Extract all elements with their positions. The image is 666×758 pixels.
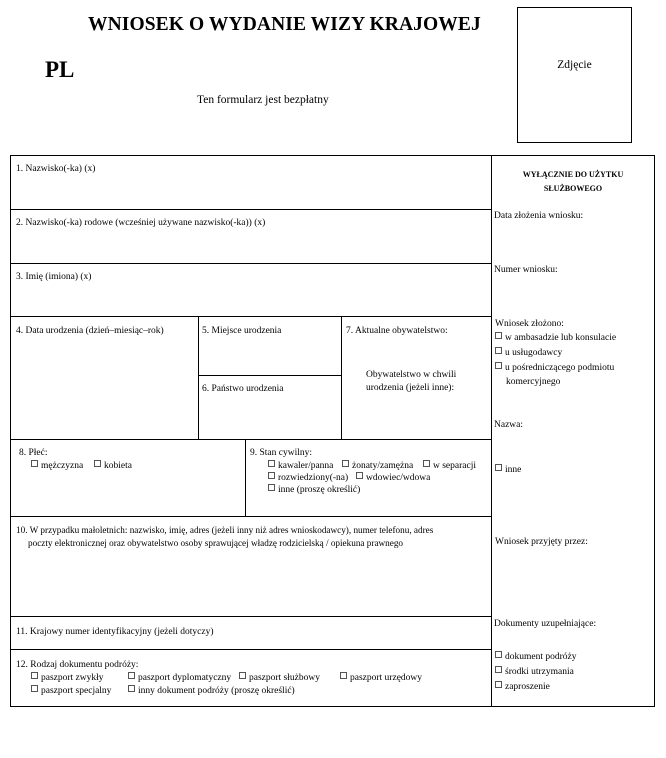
divider (11, 516, 491, 517)
field-4-birth-date: 4. Data urodzenia (dzień–miesiąc–rok) (16, 326, 164, 336)
divider (11, 439, 491, 440)
office-use-heading (493, 168, 653, 196)
field-7-birth-citizenship-line2: urodzenia (jeżeli inne): (366, 383, 455, 393)
divider (341, 316, 342, 439)
option-married[interactable]: żonaty/zamężna (342, 460, 413, 472)
office-option-provider[interactable]: u usługodawcy (495, 347, 562, 359)
checkbox[interactable] (356, 472, 363, 479)
field-9-marital-status: 9. Stan cywilny: (250, 448, 313, 458)
option-separated[interactable]: w separacji (423, 460, 476, 472)
option-single[interactable]: kawaler/panna (268, 460, 333, 472)
office-docs-label: Dokumenty uzupełniające: (494, 619, 597, 629)
field-6-birth-country: 6. Państwo urodzenia (202, 384, 284, 394)
option-divorced[interactable]: rozwiedziony(-na) (268, 472, 348, 484)
checkbox[interactable] (423, 460, 430, 467)
office-accepted-label: Wniosek przyjęty przez: (495, 537, 588, 547)
option-special-passport[interactable]: paszport specjalny (31, 685, 111, 697)
checkbox[interactable] (268, 460, 275, 467)
office-option-intermediary[interactable]: u pośredniczącego podmiotu (495, 362, 614, 374)
option-male[interactable]: mężczyzna (31, 460, 83, 472)
divider (198, 316, 199, 439)
checkbox[interactable] (31, 672, 38, 679)
office-column-divider (491, 156, 492, 706)
field-10-minors-line2: poczty elektronicznej oraz obywatelstwo osoby sprawującej władzę rodzicielską / opiekuna prawnego (28, 538, 404, 548)
checkbox[interactable] (495, 681, 502, 688)
office-docs-means-of-subsistence[interactable]: środki utrzymania (495, 666, 574, 678)
checkbox[interactable] (495, 464, 502, 471)
country-code: PL (45, 57, 75, 82)
option-official-passport[interactable]: paszport urzędowy (340, 672, 422, 684)
photo-label: Zdjęcie (557, 59, 592, 71)
checkbox[interactable] (239, 672, 246, 679)
photo-box (517, 7, 632, 143)
field-12-travel-document: 12. Rodzaj dokumentu podróży: (16, 660, 139, 670)
checkbox[interactable] (340, 672, 347, 679)
office-docs-travel-document[interactable]: dokument podróży (495, 651, 577, 663)
office-option-embassy[interactable]: w ambasadzie lub konsulacie (495, 332, 616, 344)
checkbox[interactable] (342, 460, 349, 467)
office-use-heading-line2: SŁUŻBOWEGO (543, 184, 603, 193)
option-ordinary-passport[interactable]: paszport zwykły (31, 672, 104, 684)
checkbox[interactable] (495, 332, 502, 339)
divider (198, 375, 341, 376)
divider (11, 316, 491, 317)
option-female[interactable]: kobieta (94, 460, 132, 472)
checkbox[interactable] (268, 472, 275, 479)
field-7-citizenship: 7. Aktualne obywatelstwo: (346, 326, 448, 336)
checkbox[interactable] (31, 460, 38, 467)
office-name-label: Nazwa: (494, 420, 524, 430)
office-date-label: Data złożenia wniosku: (494, 211, 584, 221)
field-10-minors-line1: 10. W przypadku małoletnich: nazwisko, imię, adres (jeżeli inny niż adres wnioskodawcy), numer telefonu, adres (16, 525, 434, 535)
office-option-intermediary-cont: komercyjnego (506, 377, 561, 387)
office-number-label: Numer wniosku: (494, 265, 558, 275)
divider (11, 263, 491, 264)
field-3-first-name: 3. Imię (imiona) (x) (16, 272, 92, 282)
office-submitted-label: Wniosek złożono: (495, 319, 564, 329)
divider (11, 209, 491, 210)
option-other-status[interactable]: inne (proszę określić) (268, 484, 360, 496)
field-7-birth-citizenship-line1: Obywatelstwo w chwili (366, 370, 457, 380)
divider (245, 439, 246, 516)
checkbox[interactable] (94, 460, 101, 467)
office-use-heading-line1: WYŁĄCZNIE DO UŻYTKU (522, 170, 624, 179)
checkbox[interactable] (495, 651, 502, 658)
option-diplomatic-passport[interactable]: paszport dyplomatyczny (128, 672, 231, 684)
form-title: WNIOSEK O WYDANIE WIZY KRAJOWEJ (88, 14, 481, 35)
checkbox[interactable] (268, 484, 275, 491)
field-11-national-id: 11. Krajowy numer identyfikacyjny (jeżeli dotyczy) (16, 627, 214, 637)
checkbox[interactable] (495, 362, 502, 369)
option-service-passport[interactable]: paszport służbowy (239, 672, 320, 684)
checkbox[interactable] (31, 685, 38, 692)
checkbox[interactable] (495, 666, 502, 673)
option-other-travel-document[interactable]: inny dokument podróży (proszę określić) (128, 685, 295, 697)
checkbox[interactable] (128, 685, 135, 692)
office-option-other[interactable]: inne (495, 464, 521, 476)
application-form (10, 155, 655, 707)
divider (11, 616, 491, 617)
field-1-surname: 1. Nazwisko(-ka) (x) (16, 164, 96, 174)
field-5-birth-place: 5. Miejsce urodzenia (202, 326, 282, 336)
field-8-sex: 8. Płeć: (19, 448, 48, 458)
divider (11, 649, 491, 650)
free-form-note: Ten formularz jest bezpłatny (197, 94, 329, 106)
checkbox[interactable] (495, 347, 502, 354)
office-docs-invitation[interactable]: zaproszenie (495, 681, 550, 693)
checkbox[interactable] (128, 672, 135, 679)
field-2-birth-surname: 2. Nazwisko(-ka) rodowe (wcześniej używane nazwisko(-ka)) (x) (16, 218, 266, 228)
option-widowed[interactable]: wdowiec/wdowa (356, 472, 430, 484)
